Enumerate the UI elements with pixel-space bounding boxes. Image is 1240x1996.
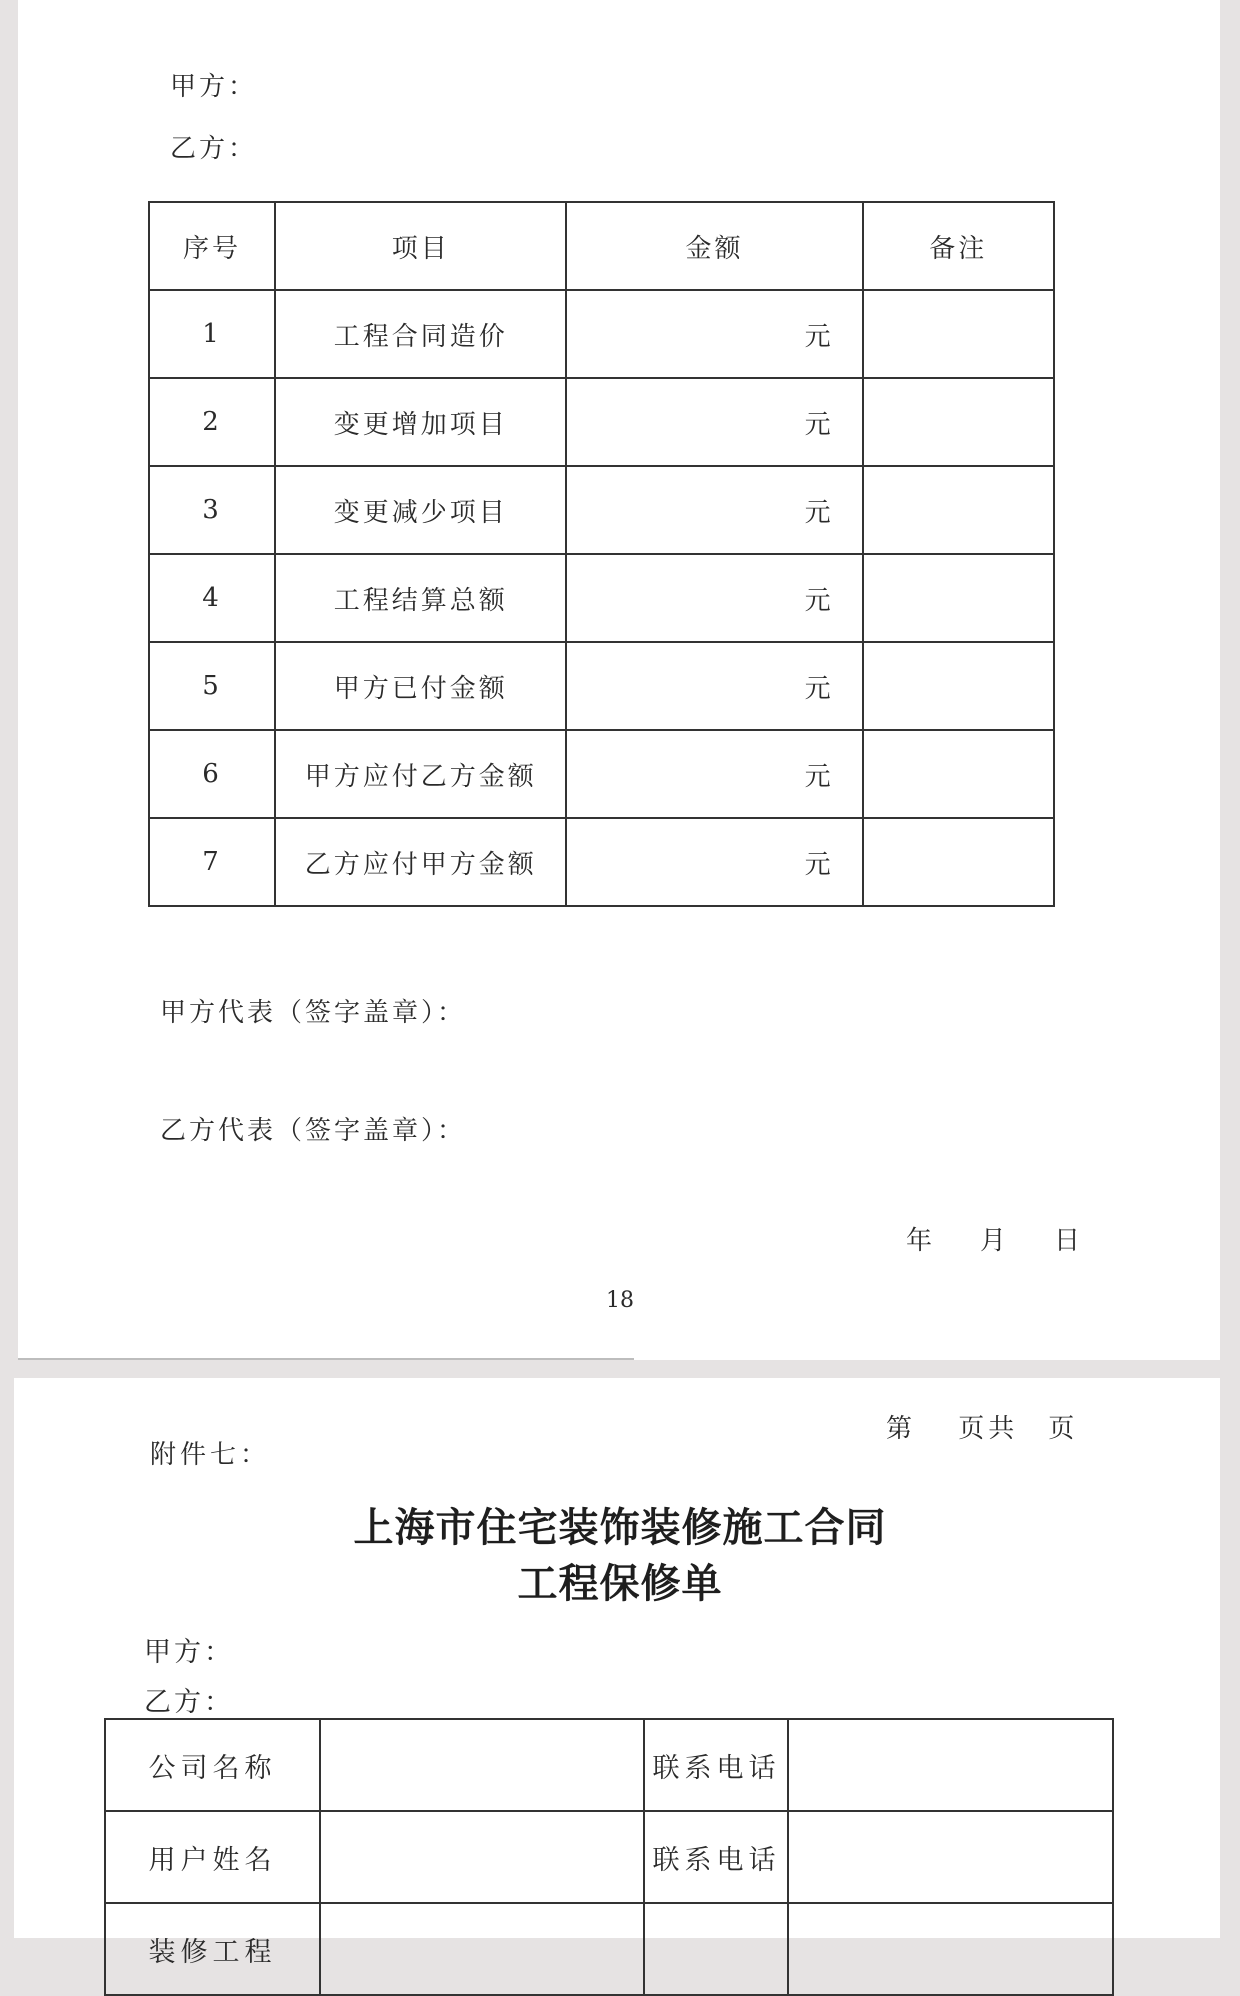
row-no: 3 xyxy=(149,466,275,554)
row-remark xyxy=(863,466,1054,554)
header-item: 项目 xyxy=(275,202,566,290)
contact-phone-label: 联系电话 xyxy=(644,1719,788,1811)
row-remark xyxy=(863,554,1054,642)
table-row xyxy=(149,466,1054,554)
page-number: 18 xyxy=(606,1288,634,1313)
row-remark xyxy=(863,290,1054,378)
row-remark xyxy=(863,378,1054,466)
attachment-label: 附件七： xyxy=(150,1440,271,1470)
row-no: 6 xyxy=(149,730,275,818)
contact-phone-value xyxy=(788,1811,1113,1903)
project-value xyxy=(320,1903,645,1995)
header-amount: 金额 xyxy=(566,202,862,290)
extra-label xyxy=(644,1903,788,1995)
row-item: 工程合同造价 xyxy=(275,290,566,378)
row-item: 变更减少项目 xyxy=(275,466,566,554)
company-name-label: 公司名称 xyxy=(105,1719,320,1811)
party-a-representative: 甲方代表（签字盖章）： xyxy=(160,998,467,1028)
table-row xyxy=(149,730,1054,818)
table-header-row xyxy=(149,202,1054,290)
table-row xyxy=(105,1719,1113,1811)
party-b-representative: 乙方代表（签字盖章）： xyxy=(160,1116,467,1146)
party-b-label-2: 乙方： xyxy=(144,1687,234,1718)
row-no: 4 xyxy=(149,554,275,642)
row-amount: 元 xyxy=(566,642,862,730)
settlement-table xyxy=(148,201,1055,907)
row-remark xyxy=(863,818,1054,906)
page-divider xyxy=(18,1358,634,1360)
table-row xyxy=(105,1811,1113,1903)
party-a-label-2: 甲方： xyxy=(144,1637,234,1668)
document-subtitle: 工程保修单 xyxy=(517,1560,723,1607)
table-row xyxy=(149,554,1054,642)
party-b-label: 乙方： xyxy=(170,134,258,164)
row-item: 工程结算总额 xyxy=(275,554,566,642)
row-no: 1 xyxy=(149,290,275,378)
row-item: 甲方已付金额 xyxy=(275,642,566,730)
extra-value xyxy=(788,1903,1113,1995)
document-title: 上海市住宅装饰装修施工合同 xyxy=(353,1504,887,1551)
table-row xyxy=(149,378,1054,466)
warranty-table xyxy=(104,1718,1114,1996)
row-item: 变更增加项目 xyxy=(275,378,566,466)
row-amount: 元 xyxy=(566,730,862,818)
company-name-value xyxy=(320,1719,645,1811)
row-no: 7 xyxy=(149,818,275,906)
table-row xyxy=(149,642,1054,730)
row-no: 2 xyxy=(149,378,275,466)
row-remark xyxy=(863,730,1054,818)
contact-phone-value xyxy=(788,1719,1113,1811)
header-no: 序号 xyxy=(149,202,275,290)
contact-phone-label: 联系电话 xyxy=(644,1811,788,1903)
date-year: 年 xyxy=(906,1226,936,1256)
party-a-label: 甲方： xyxy=(170,72,258,102)
project-label: 装修工程 xyxy=(105,1903,320,1995)
row-no: 5 xyxy=(149,642,275,730)
row-amount: 元 xyxy=(566,378,862,466)
row-amount: 元 xyxy=(566,554,862,642)
row-amount: 元 xyxy=(566,290,862,378)
table-row xyxy=(105,1903,1113,1995)
user-name-value xyxy=(320,1811,645,1903)
header-remark: 备注 xyxy=(863,202,1054,290)
row-remark xyxy=(863,642,1054,730)
row-amount: 元 xyxy=(566,466,862,554)
user-name-label: 用户姓名 xyxy=(105,1811,320,1903)
row-item: 乙方应付甲方金额 xyxy=(275,818,566,906)
date-day: 日 xyxy=(1054,1226,1084,1256)
page-counter: 第 页共 页 xyxy=(886,1414,1079,1444)
row-amount: 元 xyxy=(566,818,862,906)
table-row xyxy=(149,818,1054,906)
row-item: 甲方应付乙方金额 xyxy=(275,730,566,818)
date-month: 月 xyxy=(980,1226,1010,1256)
table-row xyxy=(149,290,1054,378)
